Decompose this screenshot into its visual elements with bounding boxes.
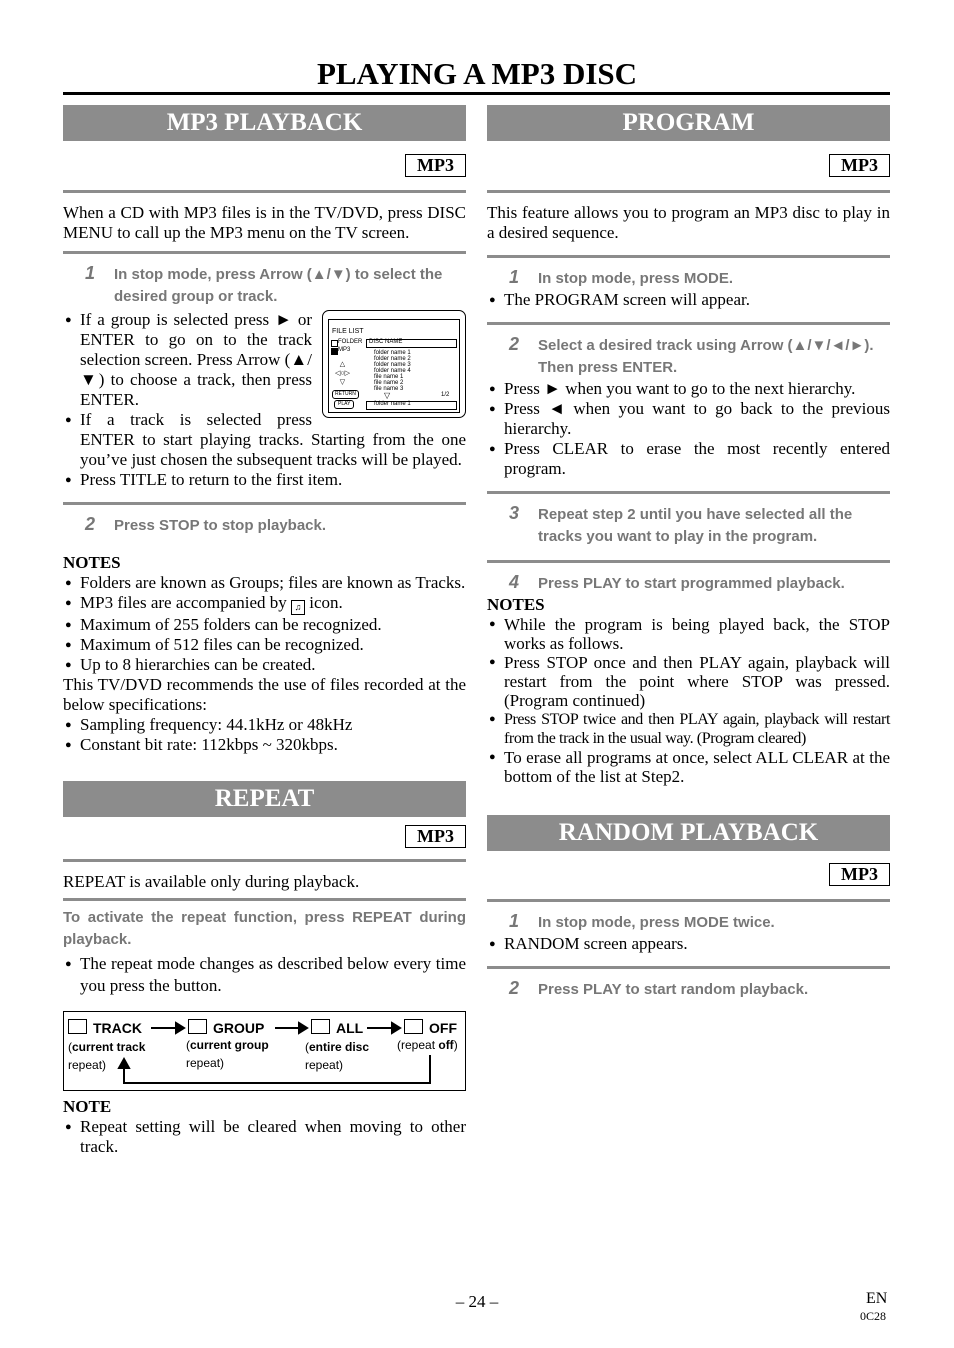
mp3-playback-heading: MP3 PLAYBACK [63,105,466,141]
title-rule [63,92,890,95]
repeat-heading: REPEAT [63,781,466,817]
left-column [63,105,466,1157]
track-description: (current track repeat) [68,1040,146,1072]
program-intro: This feature allows you to program an MP3 disc to play in a desired sequence. [487,203,890,242]
random-step-2 [487,979,890,1001]
step-text: In stop mode, press Arrow (▲/▼) to select the desired group or track. [114,266,443,305]
list-item: ● Folders are known as Groups; files are known as Tracks. [63,573,466,593]
arrow-keys-icon: △ ◁○▷ ▽ [335,361,350,386]
list-item: folder name 1 [374,350,411,356]
step-number: 1 [509,911,520,931]
language-code: EN [866,1290,888,1307]
mp3-step-1-bullets [63,310,466,490]
repeat-instruction: To activate the repeat function, press REPEAT during playback. [63,909,466,948]
list-item: ● Press ► when you want to go to the next hierarchy. [487,379,890,399]
program-heading: PROGRAM [487,105,890,141]
step-number: 1 [85,263,96,283]
repeat-bullets [63,953,466,997]
program-step-4 [487,573,890,595]
program-step-2-bullets [487,379,890,479]
program-step-1 [487,268,890,290]
note-text: icon. [309,593,343,612]
disc-name: DISC NAME [369,339,403,345]
off-description: (repeat off) [397,1038,458,1052]
list-item: ● Press ◄ when you want to go back to the previous hierarchy. [487,399,890,439]
list-item: ● Press STOP once and then PLAY again, playback will restart from the point where STOP was pressed. (Program continued) [487,653,890,710]
group-description: (current group repeat) [186,1038,269,1070]
program-step-3 [487,504,890,548]
notes-heading: NOTES [487,595,545,614]
step-text: In stop mode, press MODE. [538,270,734,287]
step-text: Press PLAY to start random playback. [538,981,809,998]
list-item: folder name 2 [374,356,411,362]
mp3-badge: MP3 [405,825,466,848]
list-item: ● Press STOP twice and then PLAY again, playback will restart from the track in the usual way. (Program cleared) [487,710,890,748]
divider [487,322,890,325]
mp3-notes [63,573,466,675]
divider [487,190,890,193]
repeat-mode-group: GROUP [188,1019,264,1036]
list-item: folder name 3 [374,362,411,368]
list-item: ● Up to 8 hierarchies can be created. [63,655,466,675]
document-code: 0C28 [860,1309,887,1323]
mp3-label: MP3 [338,347,351,353]
step-text: Press STOP to stop playback. [114,517,327,534]
random-playback-heading: RANDOM PLAYBACK [487,815,890,851]
divider [63,859,466,862]
return-button-icon: RETURN [332,390,359,399]
repeat-intro: REPEAT is available only during playback. [63,872,360,891]
step-number: 4 [509,572,520,592]
spec-list [63,715,466,755]
list-item: ● Press TITLE to return to the first item. [63,470,466,490]
step-text: Press PLAY to start programmed playback. [538,575,845,592]
step-number: 2 [509,978,520,998]
step-text: Repeat step 2 until you have selected all the tracks you want to play in the program. [538,506,853,545]
play-button-icon: PLAY [334,400,354,409]
list-item: file name 3 [374,386,404,392]
list-item: file name 1 [374,374,404,380]
mp3-step-1 [63,264,466,308]
divider [487,255,890,258]
spec-text: This TV/DVD recommends the use of files recorded at the below specifications: [63,675,466,714]
list-item: ● Repeat setting will be cleared when moving to other track. [63,1117,466,1157]
list-item: ● Maximum of 255 folders can be recognized. [63,615,466,635]
divider [487,966,890,969]
step-text: Select a desired track using Arrow (▲/▼/◄/►). Then press ENTER. [538,337,874,376]
divider [63,190,466,193]
list-item: ● Constant bit rate: 112kbps ~ 320kbps. [63,735,466,755]
list-item: ● Press CLEAR to erase the most recently entered program. [487,439,890,479]
list-item: ● To erase all programs at once, select ALL CLEAR at the bottom of the list at Step2. [487,748,890,786]
divider [487,899,890,902]
note-heading: NOTE [63,1097,112,1116]
mp3-badge: MP3 [829,154,890,177]
repeat-mode-diagram [63,1011,466,1091]
page-indicator: 1/2 [441,392,450,398]
list-item [63,593,466,615]
random-step-1 [487,912,890,934]
repeat-mode-off: OFF [404,1019,457,1036]
all-description: (entire disc repeat) [305,1040,370,1072]
mp3-badge: MP3 [829,863,890,886]
repeat-mode-track: TRACK [68,1019,142,1036]
step-number: 1 [509,267,520,287]
list-item: ● Maximum of 512 files can be recognized. [63,635,466,655]
divider [63,251,466,254]
program-step-2 [487,335,890,379]
program-notes [487,615,890,786]
random-step-1-bullets [487,934,890,954]
divider [487,560,890,563]
page-title: PLAYING A MP3 DISC [316,56,638,91]
scroll-down-icon: ▽ [384,391,391,400]
step-number: 2 [509,334,520,354]
step-text: In stop mode, press MODE twice. [538,914,775,931]
list-item: ● The repeat mode changes as described below every time you press the button. [63,953,466,997]
list-item: ● If a group is selected press ► or ENTER to go on to the track selection screen. Press Arrow (▲/▼) to choose a track, then press ENTER. [63,310,466,410]
list-item: ● RANDOM screen appears. [487,934,890,954]
mp3-intro: When a CD with MP3 files is in the TV/DVD, press DISC MENU to call up the MP3 menu on the TV screen. [63,203,466,242]
mp3-step-2 [63,515,466,537]
repeat-mode-all: ALL [311,1019,363,1036]
file-list-title: FILE LIST [332,328,364,335]
mp3-file-icon: ♫ [291,600,305,615]
step-number: 3 [509,503,520,523]
step-number: 2 [85,514,96,534]
program-step-1-bullets [487,290,890,310]
repeat-note [63,1117,466,1157]
divider [63,898,466,901]
selected-item: folder name 1 [374,401,411,407]
list-item: ● The PROGRAM screen will appear. [487,290,890,310]
page-number: – 24 – [455,1292,499,1311]
list-item: ● If a track is selected press ENTER to start playing tracks. Starting from the one you’ve just chosen the subsequent tracks will be played. [63,410,466,470]
list-item: folder name 4 [374,368,411,374]
list-item: ● Sampling frequency: 44.1kHz or 48kHz [63,715,466,735]
mp3-badge: MP3 [405,154,466,177]
list-item: ● While the program is being played back, the STOP works as follows. [487,615,890,653]
list-item: file name 2 [374,380,404,386]
divider [63,502,466,505]
notes-heading: NOTES [63,553,121,572]
note-text: MP3 files are accompanied by [80,593,287,612]
divider [487,491,890,494]
folder-label: FOLDER [338,339,363,345]
right-column [487,105,890,1001]
